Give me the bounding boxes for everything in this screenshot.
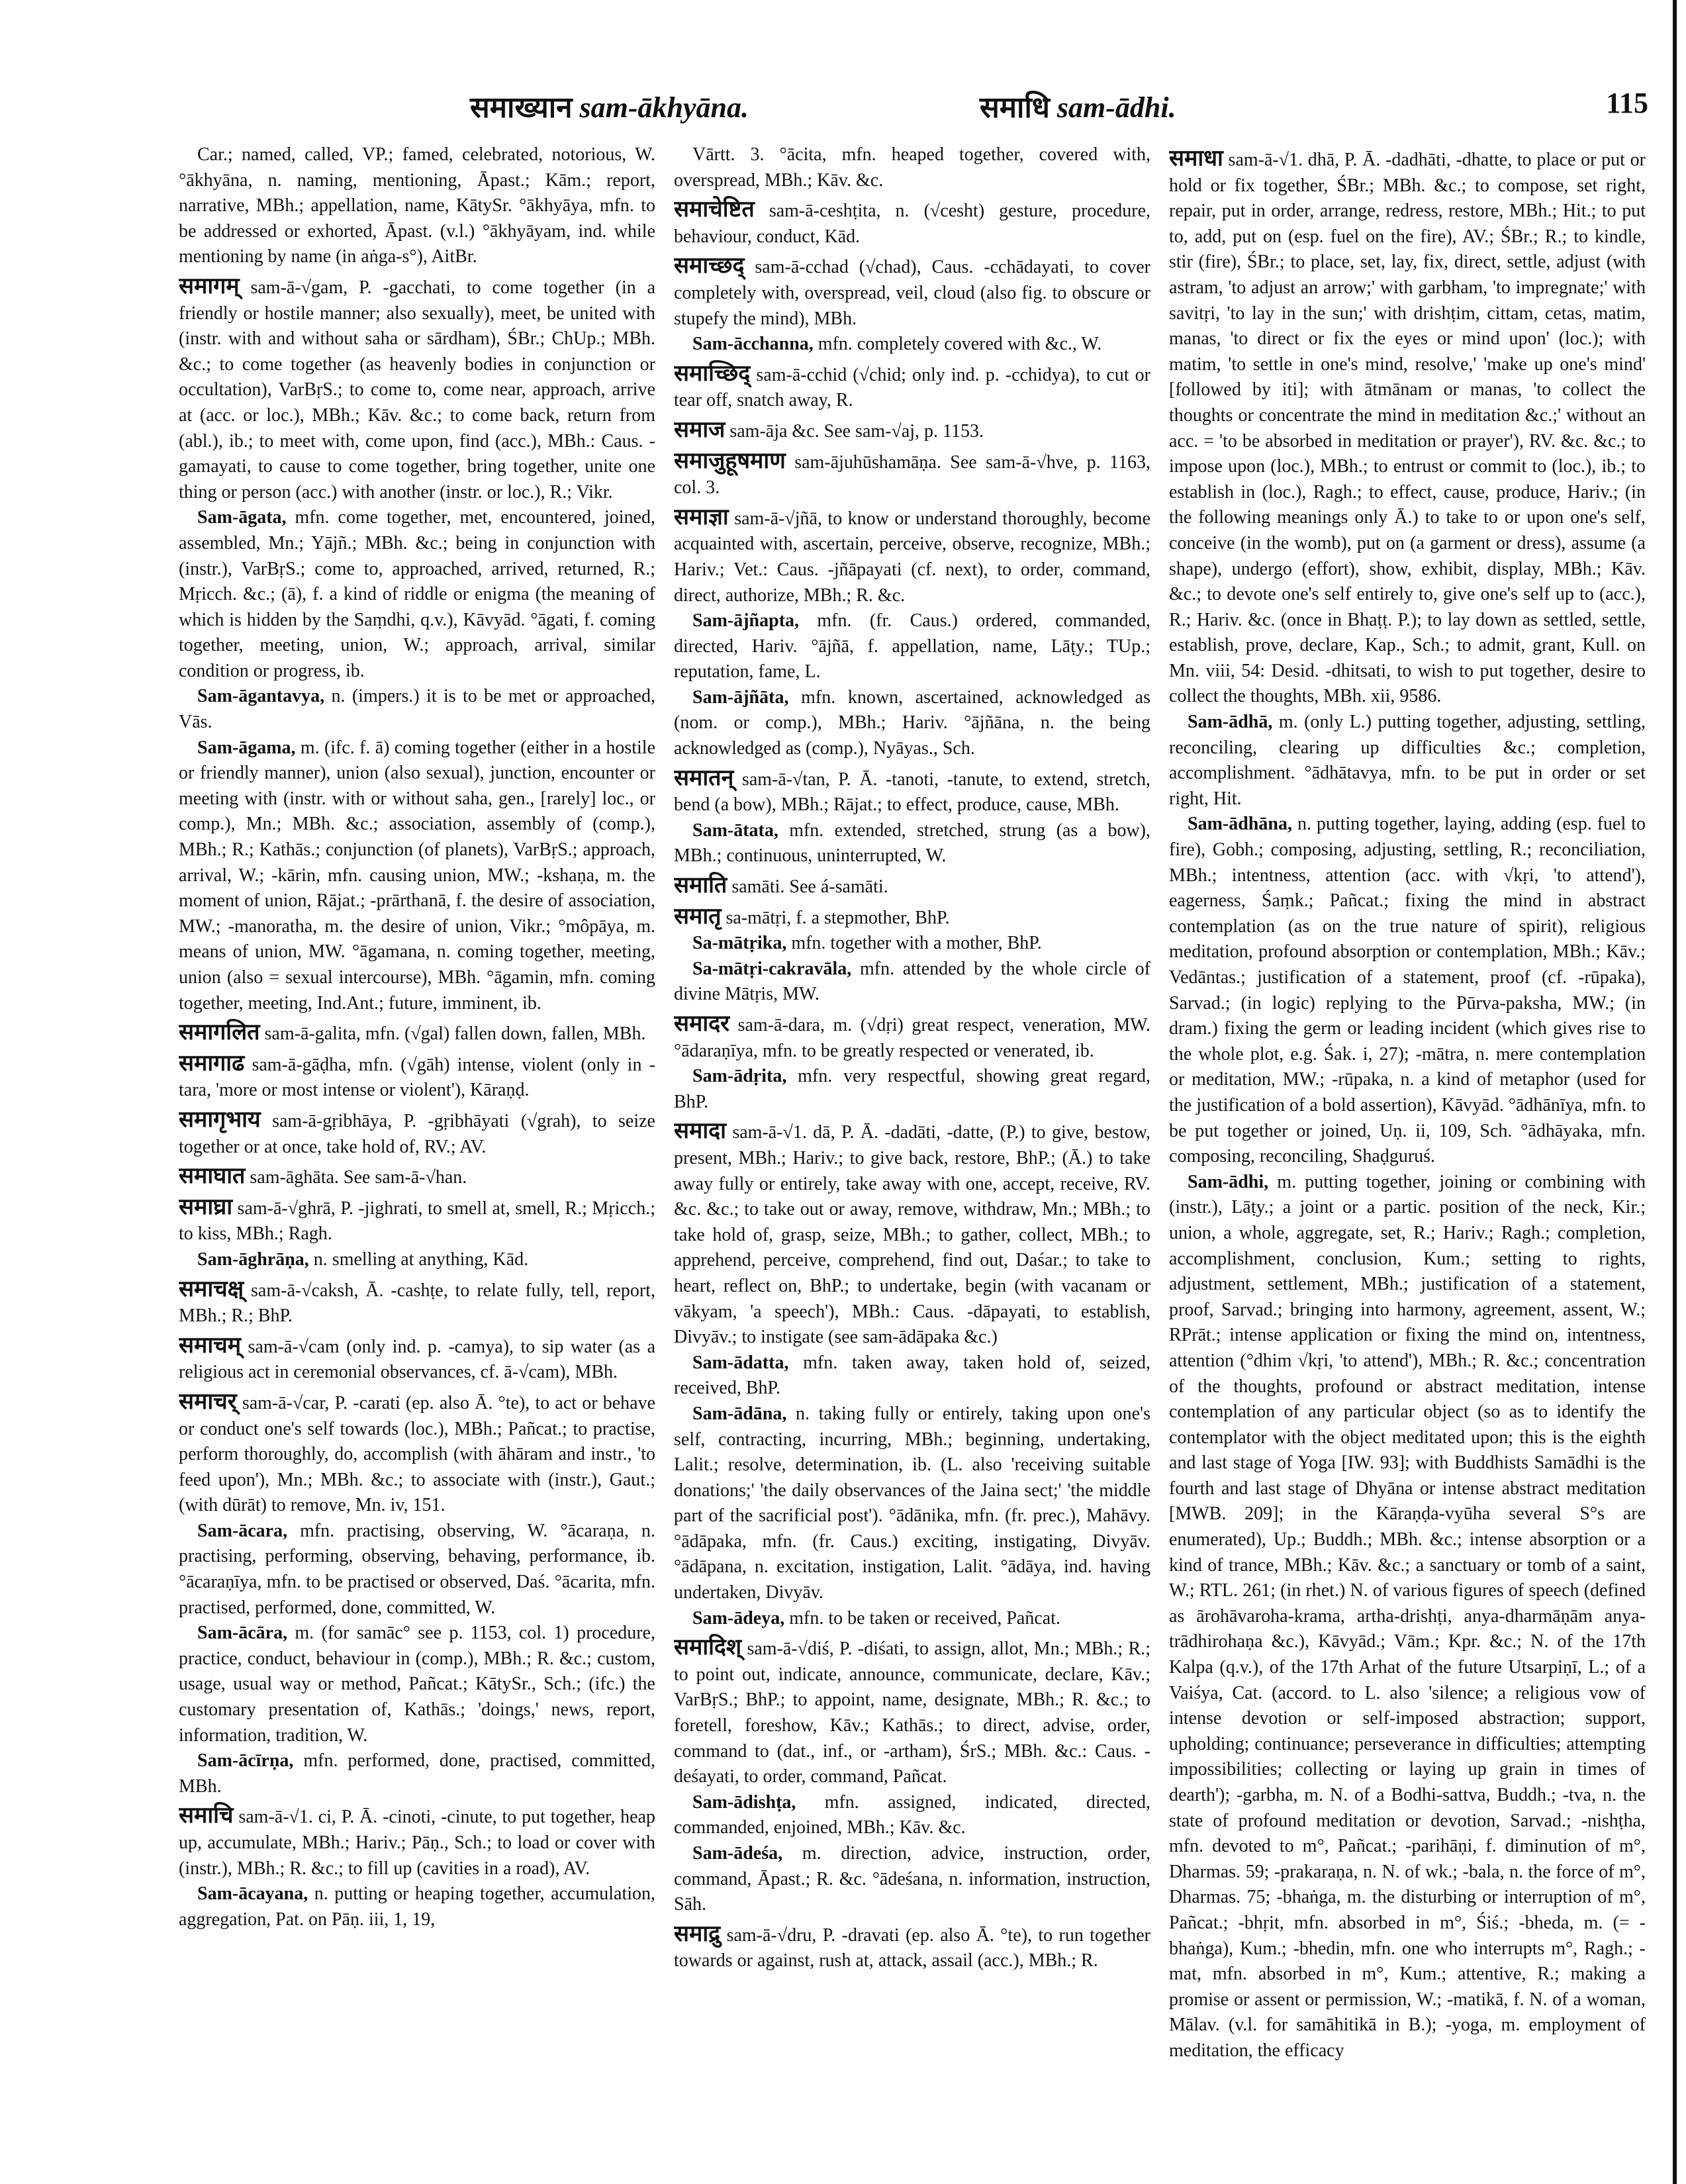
- entry-headword: Sam-āgantavya,: [197, 686, 325, 707]
- entry-definition: mfn. performed, done, practised, committed, MBh.: [179, 1750, 655, 1797]
- entry-headword: समातृ: [674, 904, 722, 929]
- entry-headword: समाचि: [179, 1803, 234, 1828]
- entry-definition: sam-ā-√1. ci, P. Ā. -cinoti, -cinute, to put together, heap up, accumulate, MBh.; Hariv.; Pāṇ., Sch.; to load or cover with (instr.), MBh.; R. &c.; to fill up (cavities in a road), AV.: [179, 1807, 655, 1879]
- dictionary-entry: [179, 736, 655, 1017]
- entry-definition: mfn. completely covered with &c., W.: [818, 334, 1102, 355]
- header-left-latin: sam-ākhyāna.: [579, 91, 749, 124]
- entry-definition: sam-ā-cchid (√chid; only ind. p. -cchidya), to cut or tear off, snatch away, R.: [674, 364, 1150, 411]
- entry-definition: sam-ā-dara, m. (√dṛi) great respect, veneration, MW. °ādaraṇīya, mfn. to be greatly respected or venerated, ib.: [674, 1015, 1150, 1061]
- entry-headword: समाज: [674, 417, 726, 442]
- entry-definition: samāti. See á-samāti.: [731, 877, 888, 898]
- entry-definition: sam-ā-gṛibhāya, P. -gṛibhāyati (√grah), to seize together or at once, take hold of, RV.; AV.: [179, 1110, 655, 1157]
- page-edge-rule: [1673, 0, 1677, 2184]
- entry-headword: Sam-ātata,: [692, 820, 778, 841]
- dictionary-entry: [674, 1064, 1150, 1115]
- dictionary-entry: [1169, 812, 1646, 1169]
- dictionary-entry: [179, 1195, 655, 1247]
- header-left-headword: [470, 86, 749, 126]
- entry-definition: m. putting together, joining or combining with (instr.), Lāṭy.; a joint or a partic. position of the neck, Kir.; union, a whole, aggregate, set, R.; Hariv.; Ragh.; completion, accomplishment, conclusion, Kum.; setting to rights, adjustment, settlement, MBh.; justification of a statement, proof, Sarvad.; bringing into harmony, agreement, assent, W.; RPrāt.; intense application or fixing the mind on, intentness, attention (°dhim √kṛi, 'to attend'), MBh.; R. &c.; concentration of the thoughts, profound or abstract meditation, intense contemplation of any particular object (so as to identify the contemplator with the object meditated upon; this is the eighth and last stage of Yoga [IW. 93]; with Buddhists Samādhi is the fourth and last stage of Dhyāna or intense abstract meditation [MWB. 209]; in the Kāraṇḍa-vyūha several S°s are enumerated), Up.; Buddh.; MBh. &c.; intense absorption or a kind of trance, MBh.; Kāv. &c.; a sanctuary or tomb of a saint, W.; RTL. 261; (in rhet.) N. of various figures of speech (defined as ārohāvaroha-krama, artha-drishṭi, anya-dharmāṇām anya-trādhirohaṇa &c.), Kāvyād.; Vām.; Kpr. &c.; N. of the 17th Kalpa (q.v.), of the 17th Arhat of the future Utsarpiṇī, L.; of a Vaiśya, Cat. (accord. to L. also 'silence; a religious vow of intense devotion or self-imposed abstraction; support, upholding; continuance; perseverance in difficulties; attempting impossibilities; collecting or laying up grain in times of dearth'); -garbha, m. N. of a Bodhi-sattva, Buddh.; -tva, n. the state of profound meditation or devotion, Sarvad.; -nishṭha, mfn. devoted to m°, Pañcat.; -parihāṇi, f. diminution of m°, Dharmas. 59; -prakaraṇa, n. N. of wk.; -bala, n. the force of m°, Dharmas. 75; -bhaṅga, m. the disturbing or interruption of m°, Pañcat.; -bhṛit, mfn. absorbed in m°, Śiś.; -bheda, m. (= -bhaṅga), Kum.; -bhedin, mfn. one who interrupts m°, Ragh.; -mat, mfn. absorbed in m°, Kum.; attentive, R.; making a promise or assent or permission, W.; -matikā, f. N. of a woman, Mālav. (v.l. for samāhitikā in B.); -yoga, m. employment of meditation, the efficacy: [1169, 1171, 1646, 2061]
- dictionary-entry: [674, 931, 1150, 957]
- entry-definition: Vārtt. 3. °ācita, mfn. heaped together, covered with, overspread, MBh.; Kāv. &c.: [674, 144, 1150, 191]
- dictionary-entry: [674, 332, 1150, 357]
- entry-definition: mfn. together with a mother, BhP.: [791, 933, 1042, 954]
- entry-definition: sam-ā-cchad (√chad), Caus. -cchādayati, to cover completely with, overspread, veil, cloud (also fig. to obscure or stupefy the mind), MBh.: [674, 257, 1150, 329]
- column-1: [179, 142, 655, 2161]
- entry-definition: n. (impers.) it is to be met or approached, Vās.: [179, 686, 655, 733]
- entry-headword: समागम्: [179, 273, 240, 299]
- entry-headword: समादा: [674, 1119, 726, 1144]
- entry-headword: Sam-ājñapta,: [692, 610, 800, 632]
- entry-headword: समाच्छद्: [674, 254, 745, 279]
- entry-headword: Sam-ādatta,: [692, 1352, 789, 1373]
- dictionary-entry: [1169, 146, 1646, 710]
- entry-headword: Sam-ādhi,: [1188, 1171, 1269, 1192]
- entry-headword: समाच्छिद्: [674, 361, 751, 386]
- entry-headword: Sam-āgama,: [197, 737, 296, 758]
- entry-headword: Sam-ādṛita,: [692, 1066, 787, 1087]
- entry-definition: n. smelling at anything, Kād.: [313, 1249, 529, 1270]
- entry-headword: Sam-ācchanna,: [692, 334, 814, 355]
- entry-headword: Sam-ādhā,: [1188, 712, 1273, 733]
- entry-headword: समाधा: [1169, 146, 1223, 171]
- entry-headword: Sam-ādeya,: [692, 1607, 785, 1629]
- entry-definition: mfn. extended, stretched, strung (as a bow), MBh.; continuous, uninterrupted, W.: [674, 820, 1150, 867]
- dictionary-entry: [179, 1390, 655, 1519]
- entry-headword: समाचेष्टित: [674, 197, 755, 222]
- dictionary-entry: [674, 1012, 1150, 1064]
- entry-headword: समाज्ञा: [674, 504, 729, 530]
- entry-definition: sam-ā-ceshṭita, n. (√cesht) gesture, procedure, behaviour, conduct, Kād.: [674, 201, 1150, 247]
- entry-definition: mfn. attended by the whole circle of divine Mātṛis, MW.: [674, 958, 1150, 1005]
- entry-headword: Sam-ācāra,: [197, 1623, 288, 1644]
- dictionary-entry: [179, 1247, 655, 1273]
- entry-definition: sam-ā-√cam (only ind. p. -camya), to sip water (as a religious act in ceremonial observances, cf. ā-√cam), MBh.: [179, 1336, 655, 1383]
- entry-definition: sam-ā-√caksh, Ā. -cashṭe, to relate fully, tell, report, MBh.; R.; BhP.: [179, 1280, 655, 1327]
- dictionary-entry: [674, 766, 1150, 818]
- entry-definition: mfn. (fr. Caus.) ordered, commanded, directed, Hariv. °ājñā, f. appellation, name, Lāṭy.; TUp.; reputation, fame, L.: [674, 610, 1150, 683]
- entry-headword: समागलित: [179, 1020, 260, 1045]
- entry-definition: Car.; named, called, VP.; famed, celebrated, notorious, W. °ākhyāna, n. naming, mentioning, Āpast.; Kām.; report, narrative, MBh.; appellation, name, KātySr. °ākhyāya, mfn. to be addressed or exhorted, Āpast. (v.l.) °ākhyāyam, ind. while mentioning by name (in aṅga-s°), AitBr.: [179, 144, 655, 267]
- dictionary-entry: [674, 1790, 1150, 1841]
- entry-definition: sam-ā-√jñā, to know or understand thoroughly, become acquainted with, ascertain, perceive, observe, recognize, MBh.; Hariv.; Vet.: Caus. -jñāpayati (cf. next), to order, command, direct, authorize, MBh.; R. &c.: [674, 508, 1150, 606]
- entry-headword: Sam-ādeśa,: [692, 1843, 783, 1864]
- entry-definition: mfn. to be taken or received, Pañcat.: [789, 1607, 1060, 1629]
- dictionary-entry: [179, 1881, 655, 1932]
- dictionary-entry: [674, 818, 1150, 869]
- entry-headword: समातन्: [674, 765, 734, 790]
- entry-headword: समादर: [674, 1012, 730, 1036]
- entry-definition: sam-ā-galita, mfn. (√gal) fallen down, fallen, MBh.: [264, 1023, 646, 1045]
- entry-headword: समाति: [674, 873, 727, 898]
- entry-definition: m. (ifc. f. ā) coming together (either in a hostile or friendly manner), union (also sexual), junction, encounter or meeting with (instr. with or without saha, gen., [rarely] loc., or comp.), Mn.; MBh. &c.; association, assembly of (comp.), MBh.; R.; Kathās.; conjunction (of planets), VarBṛS.; approach, arrival, W.; -kārin, mfn. causing union, MW.; -kshaṇa, m. the moment of union, Rājat.; -prārthanā, f. the desire of association, MW.; -manoratha, m. the desire of union, Vikr.; °môpāya, m. means of union, MW. °āgamana, n. coming together, meeting, union (also = sexual intercourse), MBh. °āgamin, mfn. coming together, meeting, Ind.Ant.; future, imminent, ib.: [179, 737, 655, 1014]
- entry-headword: Sa-mātṛi-cakravāla,: [692, 958, 852, 979]
- entry-headword: Sam-ācīrṇa,: [197, 1750, 294, 1772]
- dictionary-entry: [674, 1841, 1150, 1918]
- dictionary-entry: [1169, 710, 1646, 812]
- dictionary-entry: [179, 142, 655, 270]
- dictionary-entry: [674, 1401, 1150, 1606]
- entry-headword: समागाढ: [179, 1051, 245, 1076]
- dictionary-entry: [674, 254, 1150, 332]
- dictionary-entry: [674, 449, 1150, 501]
- entry-headword: Sa-mātṛika,: [692, 933, 787, 954]
- dictionary-entry: [674, 957, 1150, 1008]
- dictionary-entry: [674, 1635, 1150, 1790]
- entry-definition: m. direction, advice, instruction, order, command, Āpast.; R. &c. °ādeśana, n. information, instruction, Sāh.: [674, 1843, 1150, 1915]
- dictionary-entry: [179, 684, 655, 735]
- entry-definition: n. putting together, laying, adding (esp. fuel to fire), Gobh.; composing, adjusting, settling, R.; reconciliation, MBh.; intentness, attention (acc. with √kṛi, 'to attend'), eagerness, Śaṃk.; Pañcat.; fixing the mind in abstract contemplation (as on the true nature of spirit), religious meditation, profound absorption or contemplation, MBh.; Kāv.; Vedāntas.; justification of a statement, proof (cf. -rūpaka), Sarvad.; (in logic) replying to the Pūrva-paksha, MW.; (in dram.) fixing the germ or leading incident (which gives rise to the whole plot, e.g. Śak. i, 27); -mātra, n. mere contemplation or meditation, MW.; -rūpaka, n. a kind of metaphor (used for the justification of a bold assertion), Kāvyād. °ādhānīya, mfn. to be put together or joined, Uṇ. ii, 109, Sch. °ādhāyaka, mfn. composing, reconciling, Shaḍguruś.: [1169, 814, 1646, 1167]
- entry-headword: समाचम्: [179, 1333, 242, 1358]
- entry-headword: Sam-āgata,: [197, 507, 287, 528]
- header-right-devanagari: समाधि: [980, 91, 1050, 124]
- dictionary-entry: [179, 1164, 655, 1191]
- dictionary-entry: [674, 608, 1150, 685]
- entry-definition: sam-āja &c. See sam-√aj, p. 1153.: [729, 420, 984, 442]
- entry-headword: समादिश्: [674, 1635, 742, 1660]
- entry-headword: समाद्रु: [674, 1921, 721, 1946]
- dictionary-entry: [674, 1119, 1150, 1350]
- entry-definition: sam-ā-√1. dhā, P. Ā. -dadhāti, -dhatte, to place or put or hold or fix together, ŚBr.; MBh. &c.; to compose, set right, repair, put in order, arrange, redress, restore, MBh.; Hit.; to put to, add, put on (esp. fuel on the fire), AV.; ŚBr.; R.; to kindle, stir (fire), ŚBr.; to place, set, lay, fix, direct, settle, adjust (with astram, 'to adjust an arrow;' with garbham, 'to impregnate;' with savitṛi, 'to lay in the sun;' with drishṭim, cittam, cetas, matim, manas, 'to direct or fix the eyes or mind upon' (loc.); with matim, 'to settle in one's mind, resolve,' 'make up one's mind' [followed by iti]; with ātmānam or manas, 'to collect the thoughts or concentrate the mind in meditation &c.;' without an acc. = 'to be absorbed in meditation or prayer'), RV. &c. &c.; to impose upon (loc.), MBh.; to entrust or commit to (loc.), ib.; to establish in (loc.), Ragh.; to effect, cause, produce, Hariv.; (in the following meanings only Ā.) to take to or upon one's self, conceive (in the womb), put on (a garment or dress), assume (a shape), undergo (effort), show, exhibit, display, MBh.; Kāv. &c.; to devote one's self entirely to, give one's self up to (acc.), R.; Hariv. &c. (once in Bhaṭṭ. P.); to lay down as settled, settle, establish, prove, declare, Kap., Sch.; to admit, grant, Kull. on Mn. viii, 54: Desid. -dhitsati, to wish to put together, desire to collect the thoughts, MBh. xii, 9586.: [1169, 150, 1646, 707]
- entry-definition: m. (for samāc° see p. 1153, col. 1) procedure, practice, conduct, behaviour in (comp.), MBh.; R. &c.; custom, usage, usual way or method, Pañcat.; KātySr., Sch.; (ifc.) the customary presentation of, Kathās.; 'doings,' news, report, information, tradition, W.: [179, 1623, 655, 1746]
- dictionary-entry: [179, 1333, 655, 1386]
- entry-definition: sam-ā-√dru, P. -dravati (ep. also Ā. °te), to run together towards or against, rush at, attack, assail (acc.), MBh.; R.: [674, 1924, 1150, 1971]
- entry-definition: sam-ā-√ghrā, P. -jighrati, to smell at, smell, R.; Mṛicch.; to kiss, MBh.; Ragh.: [179, 1198, 655, 1245]
- entry-definition: n. taking fully or entirely, taking upon one's self, contracting, incurring, MBh.; beginning, undertaking, Lalit.; resolve, determination, ib. (L. also 'receiving suitable donations;' 'the daily observances of the Jaina sect;' 'the middle part of the sacrificial post'). °ādānika, mfn. (fr. prec.), Mahāvy. °ādāpaka, mfn. (fr. Caus.) exciting, instigating, Divyāv. °ādāpana, n. excitation, instigation, Lalit. °ādāya, ind. having undertaken, Divyāv.: [674, 1403, 1150, 1603]
- dictionary-entry: [674, 418, 1150, 445]
- dictionary-entry: [674, 904, 1150, 931]
- dictionary-entry: [179, 1108, 655, 1160]
- dictionary-entry: [674, 361, 1150, 414]
- dictionary-entry: [674, 1351, 1150, 1401]
- column-3: [1169, 142, 1646, 2161]
- entry-definition: mfn. practising, observing, W. °ācaraṇa, n. practising, performing, observing, behaving, performance, ib. °ācaraṇīya, mfn. to be practised or observed, Daś. °ācarita, mfn. practised, performed, done, committed, W.: [179, 1520, 655, 1618]
- dictionary-entry: [179, 1748, 655, 1799]
- dictionary-entry: [179, 1277, 655, 1329]
- entry-definition: sam-ā-√gam, P. -gacchati, to come together (in a friendly or hostile manner; also sexually), meet, be united with (instr. with and without saha or sārdham), ŚBr.; ChUp.; MBh. &c.; to come together (as heavenly bodies in conjunction or occultation), VarBṛS.; to come to, come near, approach, arrive at (acc. or loc.), MBh.; Kāv. &c.; to come back, return from (abl.), ib.; to meet with, come upon, find (acc.), MBh.: Caus. -gamayati, to cause to come together, bring together, unite one thing or person (acc.) with another (instr. or loc.), R.; Vikr.: [179, 277, 655, 502]
- entry-definition: sam-ā-√diś, P. -diśati, to assign, allot, Mn.; MBh.; R.; to point out, indicate, announce, communicate, declare, Kāv.; VarBṛS.; BhP.; to appoint, name, designate, MBh.; R. &c.; to foretell, foreshow, Kāv.; Kathās.; to direct, advise, order, command to (dat., inf., or -artham), ŚrS.; MBh. &c.: Caus. -deśayati, to order, command, Pañcat.: [674, 1638, 1150, 1787]
- dictionary-entry: [179, 1020, 655, 1047]
- entry-definition: sa-mātṛi, f. a stepmother, BhP.: [726, 907, 950, 928]
- dictionary-entry: [674, 873, 1150, 900]
- entry-definition: m. (only L.) putting together, adjusting, settling, reconciling, clearing up difficulties &c.; completion, accomplishment. °ādhātavya, mfn. to be put in order or set right, Hit.: [1169, 712, 1646, 809]
- entry-definition: sam-ā-√tan, P. Ā. -tanoti, -tanute, to extend, stretch, bend (a bow), MBh.; Rājat.; to effect, produce, cause, MBh.: [674, 769, 1150, 816]
- entry-definition: sam-ā-√car, P. -carati (ep. also Ā. °te), to act or behave or conduct one's self towards (loc.), MBh.; Pañcat.; to practise, perform thoroughly, do, accomplish (with āhāram and instr., 'to feed upon'), Mn.; MBh. &c.; to associate with (instr.), Gaut.; (with dūrāt) to remove, Mn. iv, 151.: [179, 1392, 655, 1516]
- column-2: [674, 142, 1150, 2161]
- entry-headword: Sam-ācayana,: [197, 1883, 308, 1905]
- dictionary-entry: [179, 274, 655, 505]
- entry-definition: sam-āghāta. See sam-ā-√han.: [250, 1167, 467, 1188]
- page-header: [179, 86, 1648, 128]
- dictionary-entry: [674, 505, 1150, 608]
- header-left-devanagari: समाख्यान: [470, 91, 573, 124]
- entry-definition: sam-ā-√1. dā, P. Ā. -dadāti, -datte, (P.) to give, bestow, present, MBh.; Hariv.; to give back, restore, BhP.; (Ā.) to take away fully or entirely, take away with one, accept, receive, RV. &c. &c.; to take out or away, remove, withdraw, Mn.; MBh.; to take hold of, grasp, seize, MBh.; to gather, collect, MBh.; to apprehend, perceive, comprehend, find out, Daśar.; to take to heart, reflect on, BhP.; to undertake, begin (with vacanam or vākyam, 'a speech'), MBh.: Caus. -dāpayati, to establish, Divyāv.; to instigate (see sam-ādāpaka &c.): [674, 1122, 1150, 1348]
- entry-definition: mfn. known, ascertained, acknowledged as (nom. or comp.), MBh.; Hariv. °ājñāna, n. the being acknowledged as (comp.), Nyāyas., Sch.: [674, 687, 1150, 759]
- entry-headword: समाचक्ष्: [179, 1276, 244, 1302]
- entry-headword: समागृभाय: [179, 1107, 261, 1132]
- entry-headword: समाघात: [179, 1164, 246, 1189]
- dictionary-entry: [179, 505, 655, 684]
- entry-headword: Sam-āghrāṇa,: [197, 1249, 309, 1270]
- entry-definition: n. putting or heaping together, accumulation, aggregation, Pat. on Pāṇ. iii, 1, 19,: [179, 1883, 655, 1930]
- entry-definition: mfn. come together, met, encountered, joined, assembled, Mn.; Yājñ.; MBh. &c.; being in conjunction with (instr.), VarBṛS.; come to, approached, arrived, returned, R.; Mṛicch. &c.; (ā), f. a kind of riddle or enigma (the meaning of which is hidden by the Saṃdhi, q.v.), Kāvyād. °āgati, f. coming together, meeting, union, W.; approach, arrival, similar condition or progress, ib.: [179, 507, 655, 681]
- dictionary-entry: [674, 685, 1150, 762]
- dictionary-entry: [674, 1606, 1150, 1632]
- entry-definition: mfn. assigned, indicated, directed, commanded, enjoined, MBh.; Kāv. &c.: [674, 1791, 1150, 1838]
- dictionary-entry: [179, 1519, 655, 1621]
- dictionary-columns: [179, 142, 1648, 2161]
- entry-headword: Sam-ādhāna,: [1188, 814, 1292, 835]
- entry-definition: sam-ājuhūshamāṇa. See sam-ā-√hve, p. 1163, col. 3.: [674, 451, 1150, 499]
- page-number: 115: [1606, 87, 1648, 119]
- dictionary-entry: [179, 1621, 655, 1748]
- header-right-headword: [980, 86, 1176, 126]
- entry-headword: Sam-ādishṭa,: [692, 1791, 796, 1813]
- entry-headword: Sam-ācara,: [197, 1520, 288, 1541]
- entry-headword: Sam-ādāna,: [692, 1403, 787, 1424]
- dictionary-entry: [1169, 1170, 1646, 2064]
- dictionary-entry: [674, 142, 1150, 193]
- entry-definition: mfn. very respectful, showing great regard, BhP.: [674, 1066, 1150, 1112]
- dictionary-entry: [674, 197, 1150, 250]
- entry-definition: mfn. taken away, taken hold of, seized, received, BhP.: [674, 1352, 1150, 1399]
- dictionary-entry: [179, 1803, 655, 1881]
- entry-definition: sam-ā-gāḍha, mfn. (√gāh) intense, violent (only in -tara, 'more or most intense or violent'), Kāraṇḍ.: [179, 1054, 655, 1101]
- entry-headword: समाजुहूषमाण: [674, 448, 786, 473]
- entry-headword: समाघ्रा: [179, 1194, 233, 1219]
- dictionary-entry: [674, 1922, 1150, 1974]
- entry-headword: Sam-ājñāta,: [692, 687, 789, 708]
- entry-headword: समाचर्: [179, 1389, 237, 1414]
- header-right-latin: sam-ādhi.: [1056, 91, 1176, 124]
- dictionary-entry: [179, 1051, 655, 1104]
